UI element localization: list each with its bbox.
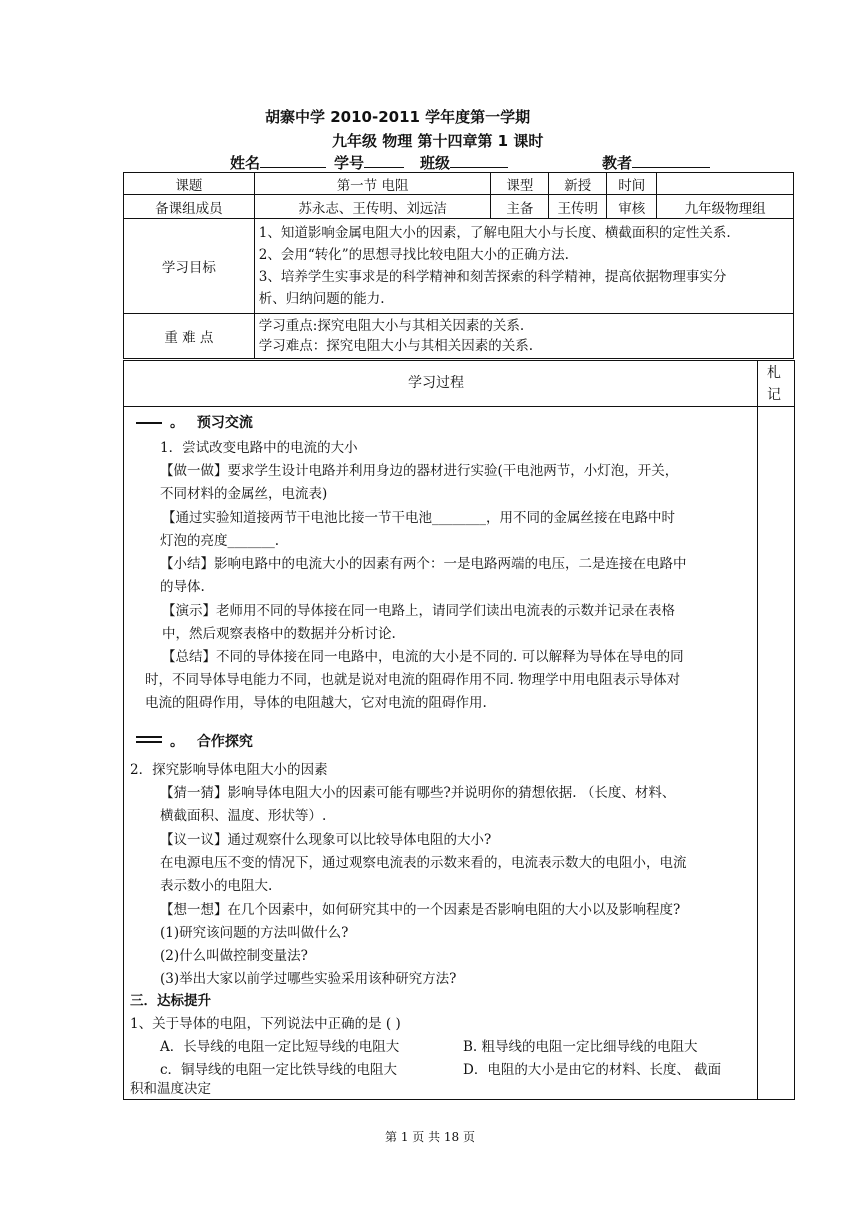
s1-line-1: 1．尝试改变电路中的电流的大小 — [160, 440, 358, 456]
lesson-title: 九年级 物理 第十四章第 1 课时 — [332, 132, 544, 150]
difficult-point: 学习难点：探究电阻大小与其相关因素的关系. — [258, 338, 534, 354]
option-b: B. 粗导线的电阻一定比细导线的电阻大 — [463, 1039, 698, 1055]
s1-line-10: 【总结】不同的导体接在同一电路中，电流的大小是不同的. 可以解释为导体在导电的同 — [162, 649, 684, 665]
s1-line-9: 中，然后观察表格中的数据并分析讨论. — [162, 626, 396, 642]
type-label: 课型 — [491, 173, 549, 195]
group-label: 备课组成员 — [124, 195, 255, 219]
class-label: 班级 — [420, 152, 508, 173]
lesson-info-table — [123, 172, 794, 359]
section-1-number-icon — [136, 422, 162, 424]
key-label: 重 难 点 — [124, 314, 255, 359]
s2-line-10: (3)举出大家以前学过哪些实验采用该种研究方法? — [160, 971, 457, 987]
page-footer: 第 1 页 共 18 页 — [385, 1130, 475, 1144]
number-label: 学号 — [334, 152, 404, 173]
s2-line-3: 横截面积、温度、形状等）. — [160, 808, 327, 824]
section-3-heading: 三．达标提升 — [130, 993, 211, 1009]
s2-line-7: 【想一想】在几个因素中，如何研究其中的一个因素是否影响电阻的大小以及影响程度? — [160, 902, 681, 918]
lead-label: 主备 — [491, 195, 549, 219]
s1-line-8: 【演示】老师用不同的导体接在同一电路上，请同学们读出电流表的示数并记录在表格 — [162, 603, 675, 619]
review-label: 审核 — [607, 195, 657, 219]
s1-line-4: 【通过实验知道接两节干电池比接一节干电池________，用不同的金属丝接在电路中时 — [162, 510, 675, 526]
key-cell — [254, 314, 793, 359]
s2-line-8: (1)研究该问题的方法叫做什么? — [160, 925, 349, 941]
goal-2: 2、会用“转化”的思想寻找比较电阻大小的正确方法. — [258, 247, 569, 263]
review-value: 九年级物理组 — [657, 195, 794, 219]
goals-cell — [254, 219, 793, 314]
s1-line-6: 【小结】影响电路中的电流大小的因素有两个：一是电路两端的电压，二是连接在电路中 — [160, 556, 687, 572]
s1-line-11: 时，不同导体导电能力不同，也就是说对电流的阻碍作用不同. 物理学中用电阻表示导体对 — [145, 672, 681, 688]
notes-label-2: 记 — [767, 387, 781, 403]
lead-value: 王传明 — [549, 195, 607, 219]
option-c: c．铜导线的电阻一定比铁导线的电阻大 — [160, 1062, 398, 1078]
notes-column-divider — [757, 360, 758, 1099]
notes-label-1: 札 — [767, 365, 781, 381]
goal-4: 析、归纳问题的能力. — [258, 291, 385, 307]
goal-1: 1、知道影响金属电阻大小的因素，了解电阻大小与长度、横截面积的定性关系. — [258, 225, 731, 241]
name-label: 姓名 — [230, 152, 326, 173]
type-value: 新授 — [549, 173, 607, 195]
time-label: 时间 — [607, 173, 657, 195]
process-header-divider — [123, 406, 794, 407]
s2-line-4: 【议一议】通过观察什么现象可以比较导体电阻的大小? — [160, 832, 492, 848]
option-d: D．电阻的大小是由它的材料、长度、 截面 — [463, 1062, 722, 1078]
goal-3: 3、培养学生实事求是的科学精神和刻苦探索的科学精神，提高依据物理事实分 — [258, 269, 727, 285]
question-1: 1、关于导体的电阻，下列说法中正确的是 ( ) — [130, 1016, 401, 1032]
option-d-cont: 积和温度决定 — [130, 1081, 211, 1097]
s2-line-2: 【猜一猜】影响导体电阻大小的因素可能有哪些?并说明你的猜想依据. （长度、材料、 — [160, 785, 676, 801]
s1-line-7: 的导体. — [160, 579, 205, 595]
time-value — [657, 173, 794, 195]
section-2-heading: 。 合作探究 — [136, 731, 253, 751]
section-1-heading: 。 预习交流 — [136, 412, 253, 432]
key-point: 学习重点:探究电阻大小与其相关因素的关系. — [258, 318, 525, 334]
group-value: 苏永志、王传明、刘远洁 — [254, 195, 491, 219]
topic-value: 第一节 电阻 — [254, 173, 491, 195]
s2-line-5: 在电源电压不变的情况下，通过观察电流表的示数来看的，电流表示数大的电阻小，电流 — [160, 855, 687, 871]
s2-line-1: 2．探究影响导体电阻大小的因素 — [130, 762, 328, 778]
topic-label: 课题 — [124, 173, 255, 195]
s1-line-3: 不同材料的金属丝，电流表) — [160, 486, 328, 502]
goals-label: 学习目标 — [124, 219, 255, 314]
option-a: A．长导线的电阻一定比短导线的电阻大 — [160, 1039, 400, 1055]
teacher-label: 教者 — [602, 152, 710, 173]
school-title: 胡寨中学 2010-2011 学年度第一学期 — [265, 108, 531, 126]
s1-line-5: 灯泡的亮度_______. — [160, 533, 280, 549]
s1-line-12: 电流的阻碍作用，导体的电阻越大，它对电流的阻碍作用. — [145, 695, 487, 711]
process-label: 学习过程 — [408, 375, 464, 391]
s1-line-2: 【做一做】要求学生设计电路并利用身边的器材进行实验(干电池两节，小灯泡，开关， — [160, 463, 679, 479]
section-2-number-icon — [136, 741, 162, 743]
s2-line-6: 表示数小的电阻大. — [160, 878, 273, 894]
s2-line-9: (2)什么叫做控制变量法? — [160, 948, 308, 964]
